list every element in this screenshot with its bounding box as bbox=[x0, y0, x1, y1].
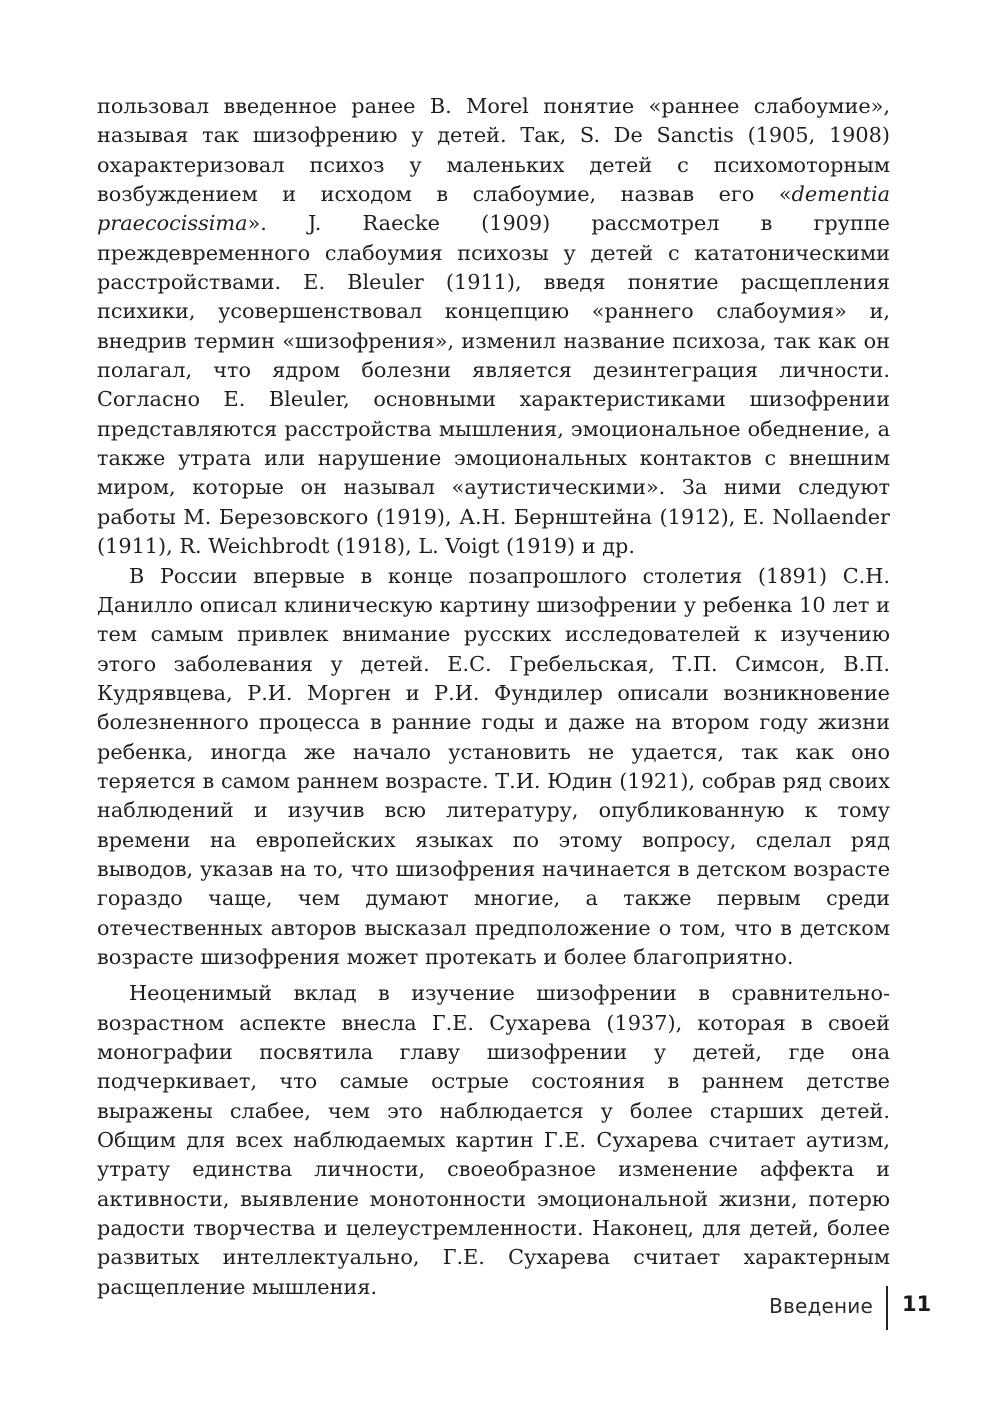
paragraph-2: В России впервые в конце позапрошлого столетия (1891) С.Н. Данилло описал клиническую картину шизофрении у ребенка 10 лет и тем самым привлек внимание русских исследователей к изучению этого заболевания у детей. Е.С. Гребельская, Т.П. Симсон, В.П. Кудрявцева, Р.И. Морген и Р.И. Фундилер описали возникновение болезненного процесса в ранние годы и даже на втором году жизни ребенка, иногда же начало установить не удается, так как оно теряется в самом раннем возрасте. Т.И. Юдин (1921), собрав ряд своих наблюдений и изучив всю литературу, опубликованную к тому времени на европейских языках по этому вопросу, сделал ряд выводов, указав на то, что шизофрения начинается в детском возрасте гораздо чаще, чем думают многие, а также первым среди отечественных авторов высказал предположение о том, что в детском возрасте шизофрения может протекать и более благоприятно. bbox=[97, 563, 890, 969]
footer-divider bbox=[886, 1286, 888, 1330]
italic-term: dementia praecocissima bbox=[97, 182, 890, 236]
running-head: Введение bbox=[769, 1294, 873, 1318]
paragraph-1-text-a: пользовал введенное ранее B. Morel понятие «раннее слабоумие», называя так шизофрению у детей. Так, S. De Sanctis (1905, 1908) охарактеризовал психоз у маленьких детей с психомоторным возбуждением и исходом в слабоумие, назвав его « bbox=[97, 94, 890, 207]
page-footer bbox=[0, 1286, 1000, 1330]
paragraph-3: Неоценимый вклад в изучение шизофрении в сравнительно-возрастном аспекте внесла Г.Е. Сухарева (1937), которая в своей монографии посвятила главу шизофрении у детей, где она подчеркивает, что самые острые состояния в раннем детстве выражены слабее, чем это наблюдается у более старших детей. Общим для всех наблюдаемых картин Г.Е. Сухарева считает аутизм, утрату единства личности, своеобразное изменение аффекта и активности, выявление монотонности эмоциональной жизни, потерю радости творчества и целеустремленности. Наконец, для детей, более развитых интеллектуально, Г.Е. Сухарева считает характерным расщепление мышления. bbox=[97, 981, 890, 1299]
paragraph-1 bbox=[97, 92, 890, 562]
page-number: 11 bbox=[902, 1292, 932, 1316]
body-text bbox=[97, 92, 890, 1302]
paragraph-1-text-b: ». J. Raecke (1909) рассмотрел в группе преждевременного слабоумия психозы у детей с кататоническими расстройствами. E. Bleuler (1911), введя понятие расщепления психики, усовершенствовал концепцию «раннего слабоумия» и, внедрив термин «шизофрения», изменил название психоза, так как он полагал, что ядром болезни является дезинтеграция личности. Согласно E. Bleuler, основными характеристиками шизофрении представляются расстройства мышления, эмоциональное обеднение, а также утрата или нарушение эмоциональных контактов с внешним миром, которые он называл «аутистическими». За ними следуют работы М. Березовского (1919), А.Н. Бернштейна (1912), E. Nollaender (1911), R. Weichbrodt (1918), L. Voigt (1919) и др. bbox=[97, 211, 890, 559]
